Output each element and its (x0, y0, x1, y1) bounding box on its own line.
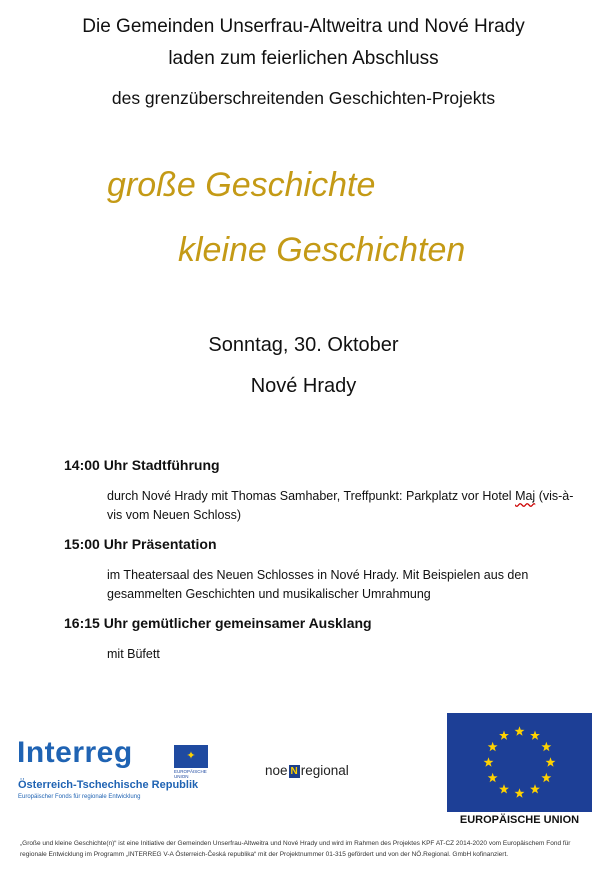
schedule-desc-1-part-a: durch Nové Hrady mit Thomas Samhaber, Treffpunkt: Parkplatz vor Hotel (107, 489, 516, 503)
eu-star-icon (484, 757, 494, 766)
eu-star-icon (541, 773, 551, 782)
interreg-fund: Europäischer Fonds für regionale Entwicklung (18, 794, 141, 800)
eu-label: EUROPÄISCHE UNION (459, 814, 580, 826)
eu-star-icon (488, 773, 498, 782)
eu-flag (447, 713, 592, 812)
interreg-eu-flag-icon: ✦ (174, 745, 208, 768)
event-date: Sonntag, 30. Oktober (208, 334, 399, 356)
schedule-desc-2: im Theatersaal des Neuen Schlosses in Nové Hrady. Mit Beispielen aus den gesammelten Geschichten und musikalischer Umrahmung (107, 568, 529, 601)
noe-logo-mark: N (290, 766, 298, 777)
intro-line-3: des grenzüberschreitenden Geschichten-Projekts (111, 88, 496, 108)
eu-star-icon (515, 788, 525, 797)
eu-star-icon (499, 784, 509, 793)
interreg-logo (17, 736, 217, 802)
eu-star-icon (546, 757, 556, 766)
footnote: „Große und kleine Geschichte(n)“ ist eine Initiative der Gemeinden Unserfrau-Altweitra und Nové Hrady und wird im Rahmen des Projektes KPF AT-CZ 2014-2020 vom Europäischem Fond für regionale Entwicklung im Programm „INTERREG V-A Österreich-Česká republika“ mit der Projektnummer 01-315 gefördert und von der NÖ.Regional. GmbH kofinanziert. (20, 840, 571, 858)
title-line-1: große Geschichte (107, 166, 376, 204)
intro-line-2: laden zum feierlichen Abschluss (168, 48, 439, 69)
eu-star-icon (530, 730, 540, 739)
schedule-time-1: 14:00 Uhr Stadtführung (64, 457, 220, 473)
interreg-eu-caption: EUROPÄISCHE UNION (174, 769, 207, 779)
eu-star-icon (499, 730, 509, 739)
eu-stars-icon (447, 713, 592, 812)
schedule-time-2: 15:00 Uhr Präsentation (64, 536, 217, 552)
eu-star-icon (488, 742, 498, 751)
title-line-2: kleine Geschichten (178, 231, 466, 269)
event-place: Nové Hrady (250, 375, 357, 397)
noe-regional-logo (265, 763, 349, 778)
schedule-desc-3: mit Büfett (107, 647, 160, 661)
noe-logo-right: regional (300, 763, 349, 778)
eu-star-icon (515, 726, 525, 735)
spellcheck-flagged-word: Maj (515, 489, 536, 503)
noe-logo-left: noe (265, 763, 288, 778)
schedule-desc-1-part-b: (vis-à-vis vom Neuen Schloss) (107, 489, 574, 522)
interreg-wordmark: Interreg (17, 736, 133, 769)
eu-star-icon (530, 784, 540, 793)
intro-line-1: Die Gemeinden Unserfrau-Altweitra und Nové Hrady (82, 16, 525, 37)
schedule-time-3: 16:15 Uhr gemütlicher gemeinsamer Ausklang (64, 615, 372, 631)
interreg-country: Österreich-Tschechische Republik (18, 779, 199, 791)
eu-star-icon (541, 742, 551, 751)
schedule-desc-1 (107, 487, 577, 525)
